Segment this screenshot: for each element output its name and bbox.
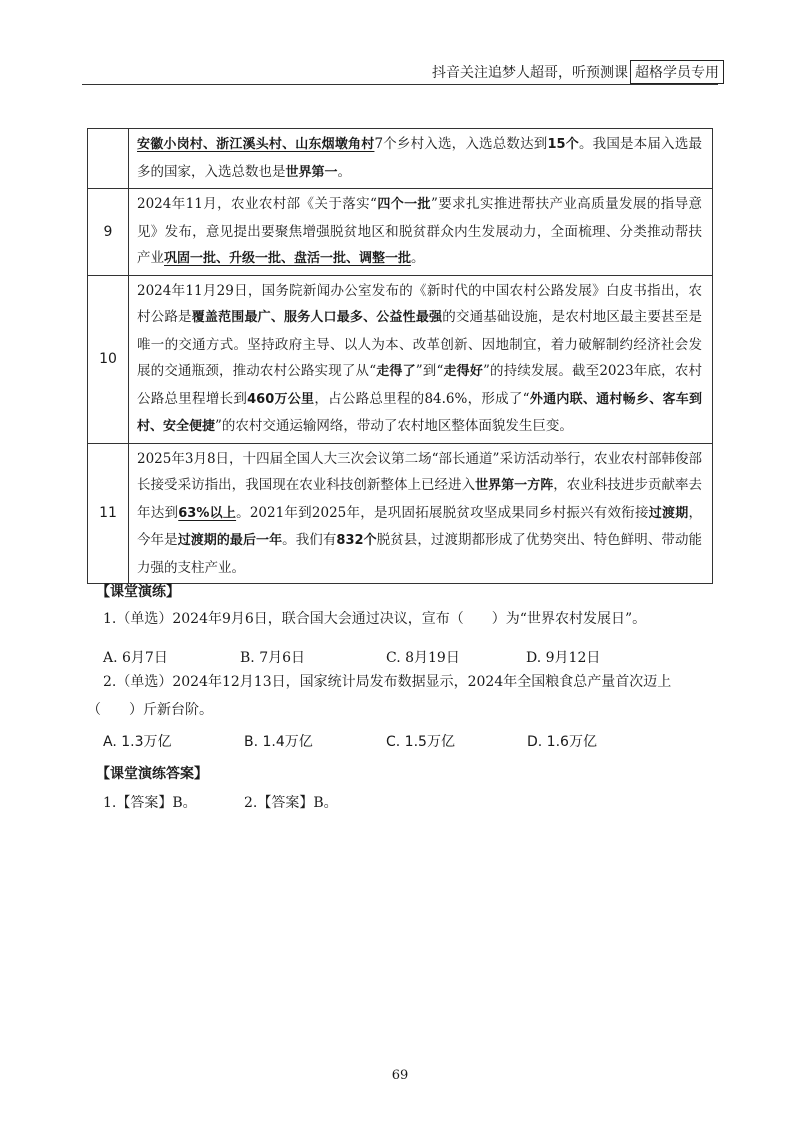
row-text: ”要求扎实推进帮扶产业高质量发展的指导意见》发布，意见提出要聚焦增强脱贫地区和脱贫群众内生发展动力，全面梳理、分类推动帮扶产业 bbox=[137, 196, 702, 266]
row-number bbox=[88, 129, 129, 189]
highlight-text: 走得了 bbox=[376, 364, 416, 379]
row-text: 2024年11月29日，国务院新闻办公室发布的《新时代的中国农村公路发展》白皮书指出，农村公路是 bbox=[137, 282, 702, 325]
highlight-text: 覆盖范围最广、服务人口最多、公益性最强 bbox=[191, 310, 443, 325]
row-content bbox=[129, 443, 713, 584]
table-row bbox=[88, 129, 713, 189]
header-divider bbox=[82, 84, 718, 85]
highlight-text: 世界第一方阵 bbox=[475, 478, 554, 493]
header-boxed-label: 超格学员专用 bbox=[630, 60, 724, 84]
page-number: 69 bbox=[391, 1068, 409, 1083]
row-text: ，占公路总里程的84.6%，形成了“ bbox=[314, 390, 530, 407]
question-1-stem: 1.（单选）2024年9月6日，联合国大会通过决议，宣布（ ）为“世界农村发展日”。 bbox=[103, 611, 647, 627]
highlight-text: 15个 bbox=[547, 137, 579, 152]
table-row bbox=[88, 189, 713, 276]
option-b: B. 7月6日 bbox=[240, 650, 306, 666]
row-number: 10 bbox=[88, 275, 129, 443]
row-number: 11 bbox=[88, 443, 129, 584]
row-content bbox=[129, 189, 713, 276]
highlight-text: 63%以上 bbox=[178, 505, 237, 521]
option-b: B. 1.4万亿 bbox=[244, 734, 313, 750]
answer-2: 2.【答案】B。 bbox=[244, 795, 338, 811]
highlight-text: 四个一批 bbox=[376, 197, 431, 212]
row-text: ”的持续发展。截至2023年底，农村公路总里程增长到 bbox=[137, 363, 702, 407]
highlight-text: 巩固一批、升级一批、盘活一批、调整一批 bbox=[164, 251, 412, 266]
row-text: 。 bbox=[337, 163, 352, 180]
row-content bbox=[129, 275, 713, 443]
highlight-text: 832个 bbox=[336, 533, 377, 548]
row-text: 的交通基础设施，是农村地区最主要甚至是唯一的交通方式。坚持政府主导、以人为本、改革创新、因地制宜，着力破解制约经济社会发展的交通瓶颈，推动农村公路实现了从“ bbox=[137, 309, 702, 379]
option-a: A. 6月7日 bbox=[103, 650, 168, 666]
row-text: 2024年11月，农业农村部《关于落实“ bbox=[137, 196, 377, 212]
row-text: 2025年3月8日，十四届全国人大三次会议第二场“部长通道”采访活动举行，农业农村部韩俊部长接受采访指出，我国现在农业科技创新整体上已经进入 bbox=[137, 450, 702, 493]
row-text: 脱贫县，过渡期都形成了优势突出、特色鲜明、带动能力强的支柱产业。 bbox=[137, 532, 703, 576]
option-c: C. 8月19日 bbox=[386, 650, 460, 666]
row-text: ”的农村交通运输网络，带动了农村地区整体面貌发生巨变。 bbox=[215, 418, 573, 434]
highlight-text: 外通内联、通村畅乡、客车到村、安全便捷 bbox=[137, 391, 702, 434]
row-text: ”到“ bbox=[415, 363, 444, 379]
highlight-text: 过渡期 bbox=[648, 505, 689, 521]
practice-title: 【课堂演练】 bbox=[96, 584, 180, 600]
header-text: 抖音关注追梦人超哥，听预测课 bbox=[432, 65, 628, 81]
row-number: 9 bbox=[88, 189, 129, 276]
highlight-text: 安徽小岗村、浙江溪头村、山东烟墩角村 bbox=[137, 137, 375, 152]
row-text: 。2021年到2025年，是巩固拓展脱贫攻坚成果同乡村振兴有效衔接 bbox=[236, 504, 649, 521]
option-d: D. 1.6万亿 bbox=[527, 734, 597, 750]
row-text: 。我们有 bbox=[282, 532, 337, 548]
page-header bbox=[432, 60, 724, 84]
row-text: ，农业科技进步贡献率去年达到 bbox=[137, 477, 703, 521]
answer-1: 1.【答案】B。 bbox=[103, 795, 197, 811]
highlight-text: 过渡期的最后一年 bbox=[177, 533, 283, 548]
answers-title: 【课堂演练答案】 bbox=[96, 766, 208, 782]
row-text: 。我国是本届入选最多的国家，入选总数也是 bbox=[137, 136, 703, 180]
option-a: A. 1.3万亿 bbox=[103, 734, 172, 750]
question-2-stem: 2.（单选）2024年12月13日，国家统计局发布数据显示，2024年全国粮食总产量首次迈上（ ）斤新台阶。 bbox=[87, 674, 672, 718]
row-text: 7个乡村入选，入选总数达到 bbox=[374, 136, 548, 152]
option-c: C. 1.5万亿 bbox=[386, 734, 455, 750]
option-d: D. 9月12日 bbox=[526, 650, 601, 666]
highlight-text: 世界第一 bbox=[285, 164, 338, 180]
row-text: 。 bbox=[411, 250, 425, 266]
row-content bbox=[129, 129, 713, 189]
highlight-text: 走得好 bbox=[443, 364, 483, 379]
highlight-text: 460万公里 bbox=[247, 391, 315, 407]
row-text: ，今年是 bbox=[137, 504, 703, 548]
table-row bbox=[88, 275, 713, 443]
facts-table bbox=[87, 128, 713, 584]
table-row bbox=[88, 443, 713, 584]
